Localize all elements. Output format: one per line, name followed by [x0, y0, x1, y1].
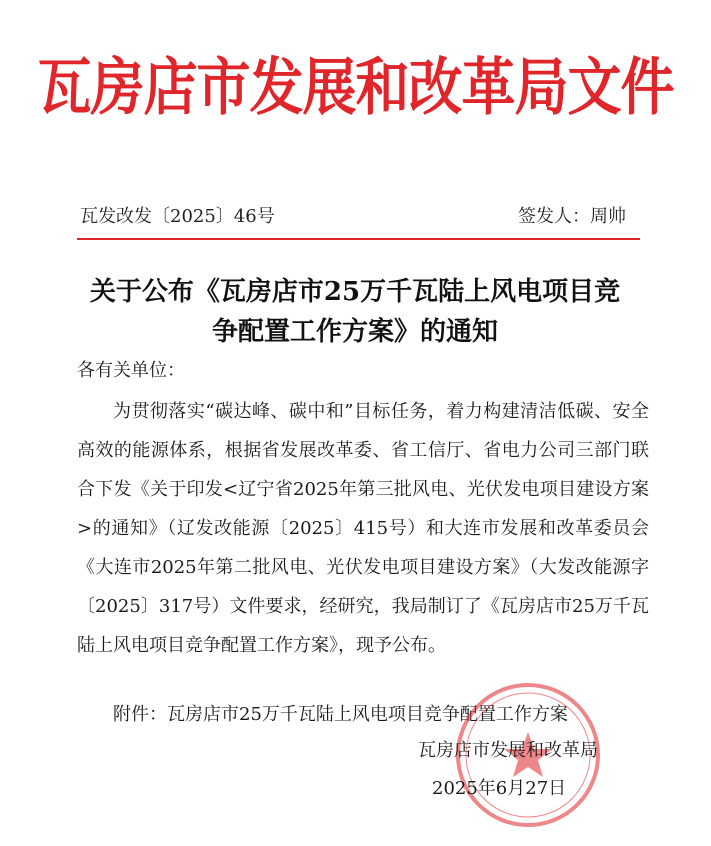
red-divider	[77, 238, 640, 240]
body-paragraph: 为贯彻落实“碳达峰、碳中和”目标任务，着力构建清洁低碳、安全高效的能源体系，根据省发展改革委、省工信厅、省电力公司三部门联合下发《关于印发<辽宁省2025年第三批风电、光伏发电项目建设方案>的通知》（辽发改能源〔2025〕415号）和大连市发展和改革委员会《大连市2025年第二批风电、光伏发电项目建设方案》（大发改能源字〔2025〕317号）文件要求，经研究，我局制订了《瓦房店市25万千瓦陆上风电项目竞争配置工作方案》，现予公布。	[77, 401, 649, 656]
attachment-line: 附件：瓦房店市25万千瓦陆上风电项目竞争配置工作方案	[113, 704, 568, 725]
document-title-line-2: 争配置工作方案》的通知	[211, 317, 498, 347]
document-title-line-1: 关于公布《瓦房店市25万千瓦陆上风电项目竞	[89, 277, 621, 307]
issue-date: 2025年6月27日	[432, 778, 567, 799]
signer: 签发人：周帅	[518, 206, 626, 227]
document-title	[60, 272, 650, 352]
salutation: 各有关单位：	[77, 360, 185, 381]
issuer-name: 瓦房店市发展和改革局	[418, 740, 598, 761]
document-header-title: 瓦房店市发展和改革局文件	[37, 51, 674, 124]
document-number: 瓦发改发〔2025〕46号	[80, 206, 275, 227]
